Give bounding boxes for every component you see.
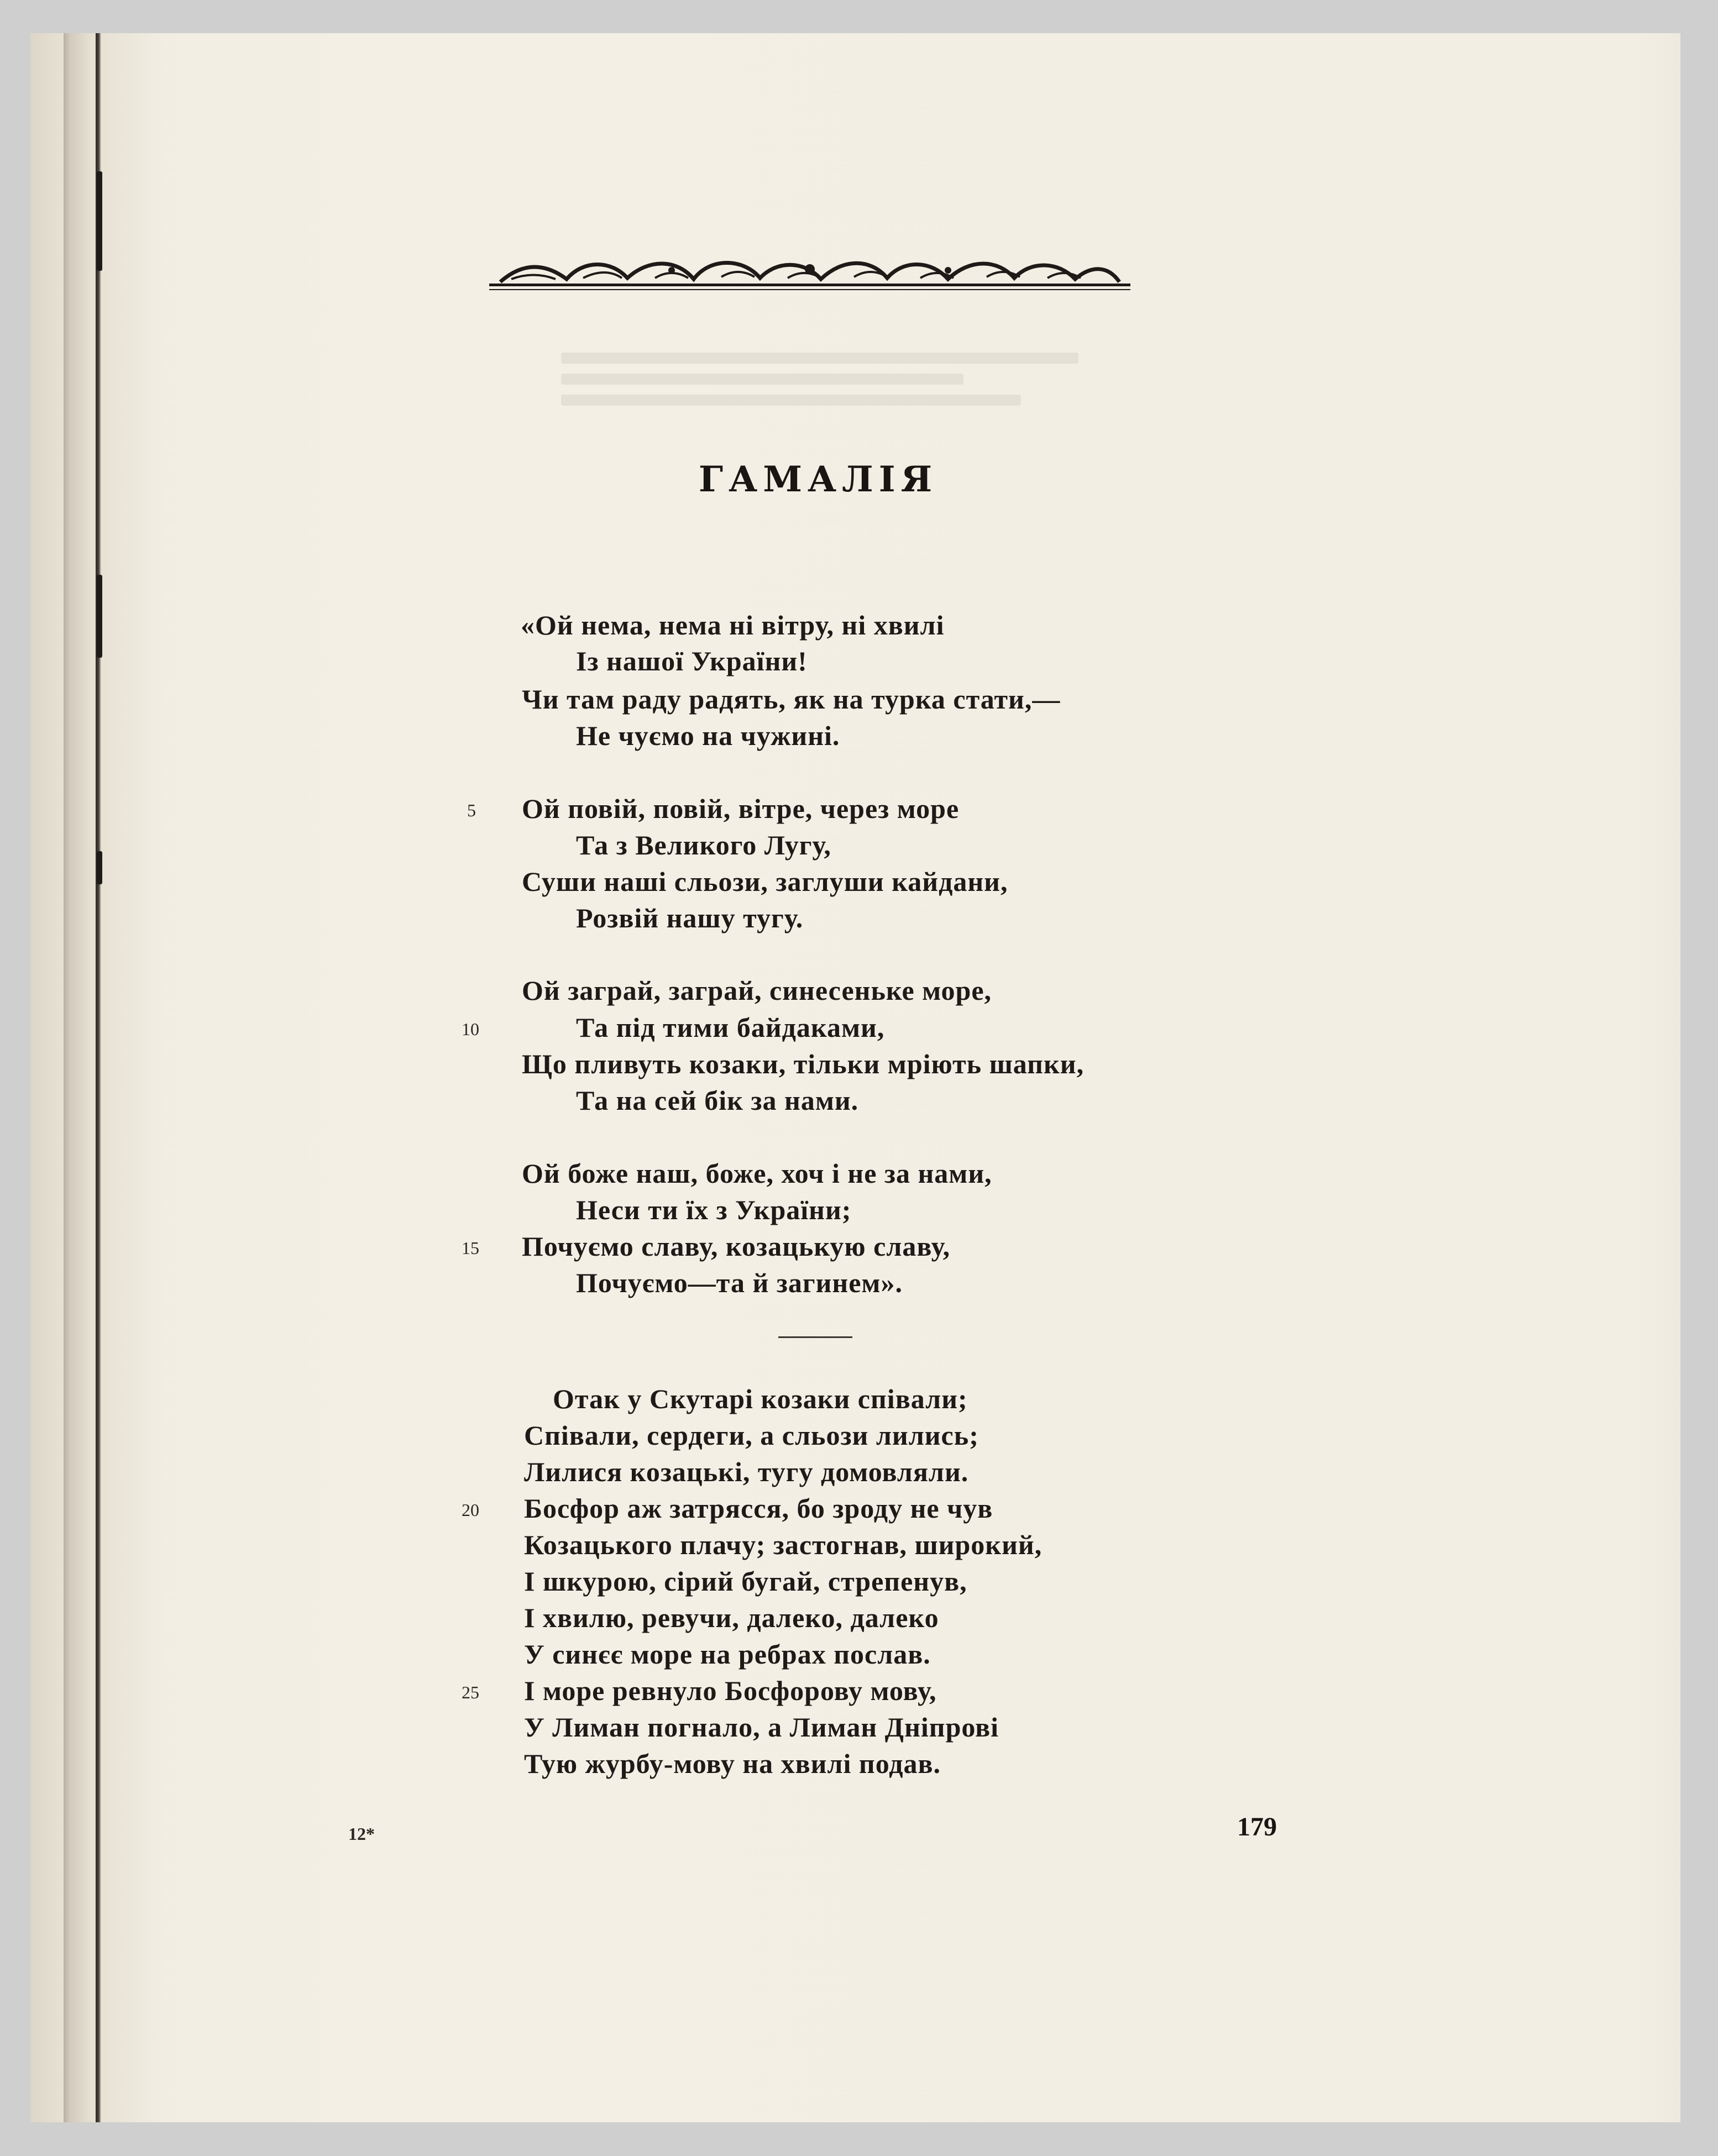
poem-line: Босфор аж затрясся, бо зроду не чув [524,1493,993,1524]
line-number: 15 [462,1238,479,1258]
poem-line: Із нашої України! [576,646,808,676]
poem-line: «Ой нема, нема ні вітру, ні хвилі [521,610,945,641]
poem-line: Що пливуть козаки, тільки мріють шапки, [522,1048,1085,1079]
poem-line: Ой заграй, заграй, синесеньке море, [522,975,992,1006]
signature-mark: 12* [348,1824,375,1844]
poem-line: Тую журбу-мову на хвилі подав. [524,1748,941,1779]
poem-line: Співали, сердеги, а сльози лились; [524,1420,979,1451]
poem-line: Чи там раду радять, як на турка стати,— [522,684,1061,715]
poem-line: Лилися козацькі, тугу домовляли. [524,1456,969,1487]
page-number: 179 [1237,1812,1277,1842]
poem-line: Козацького плачу; застогнав, широкий, [524,1529,1043,1560]
line-number: 10 [462,1019,479,1039]
poem-line: Розвій нашу тугу. [576,903,804,933]
poem-line: І море ревнуло Босфорову мову, [524,1675,937,1706]
poem-line: І шкурою, сірий бугай, стрепенув, [524,1566,967,1597]
poem-line: Ой боже наш, боже, хоч і не за нами, [522,1158,992,1189]
poem-line: Отак у Скутарі козаки співали; [553,1383,968,1414]
poem-line: Не чуємо на чужині. [576,720,840,751]
bleed-through-text [561,343,1136,464]
poem-line: У синєє море на ребрах послав. [524,1639,931,1670]
book-spine [96,33,101,2122]
line-number: 20 [462,1500,479,1520]
section-divider [778,1336,852,1338]
binding-mark [97,575,102,658]
poem-line: Ой повій, повій, вітре, через море [522,793,960,824]
decorative-headpiece-ornament [489,251,1130,296]
line-number: 5 [467,800,476,820]
poem-line: Та з Великого Лугу, [576,830,831,861]
poem-line: І хвилю, ревучи, далеко, далеко [524,1602,939,1633]
page-gutter-shadow [64,33,163,2122]
poem-line: Неси ти їх з України; [576,1194,852,1225]
binding-mark [97,171,102,271]
binding-mark [97,851,102,884]
poem-line: Суши наші сльози, заглуши кайдани, [522,866,1008,897]
poem-line: Та на сей бік за нами. [576,1085,859,1116]
poem-line: Почуємо—та й загинем». [576,1267,903,1298]
poem-line: Та під тими байдаками, [576,1012,885,1043]
line-number: 25 [462,1682,479,1702]
poem-title: ГАМАЛІЯ [698,459,938,500]
poem-line: У Лиман погнало, а Лиман Дніпрові [524,1712,999,1743]
poem-line: Почуємо славу, козацькую славу, [522,1231,951,1262]
